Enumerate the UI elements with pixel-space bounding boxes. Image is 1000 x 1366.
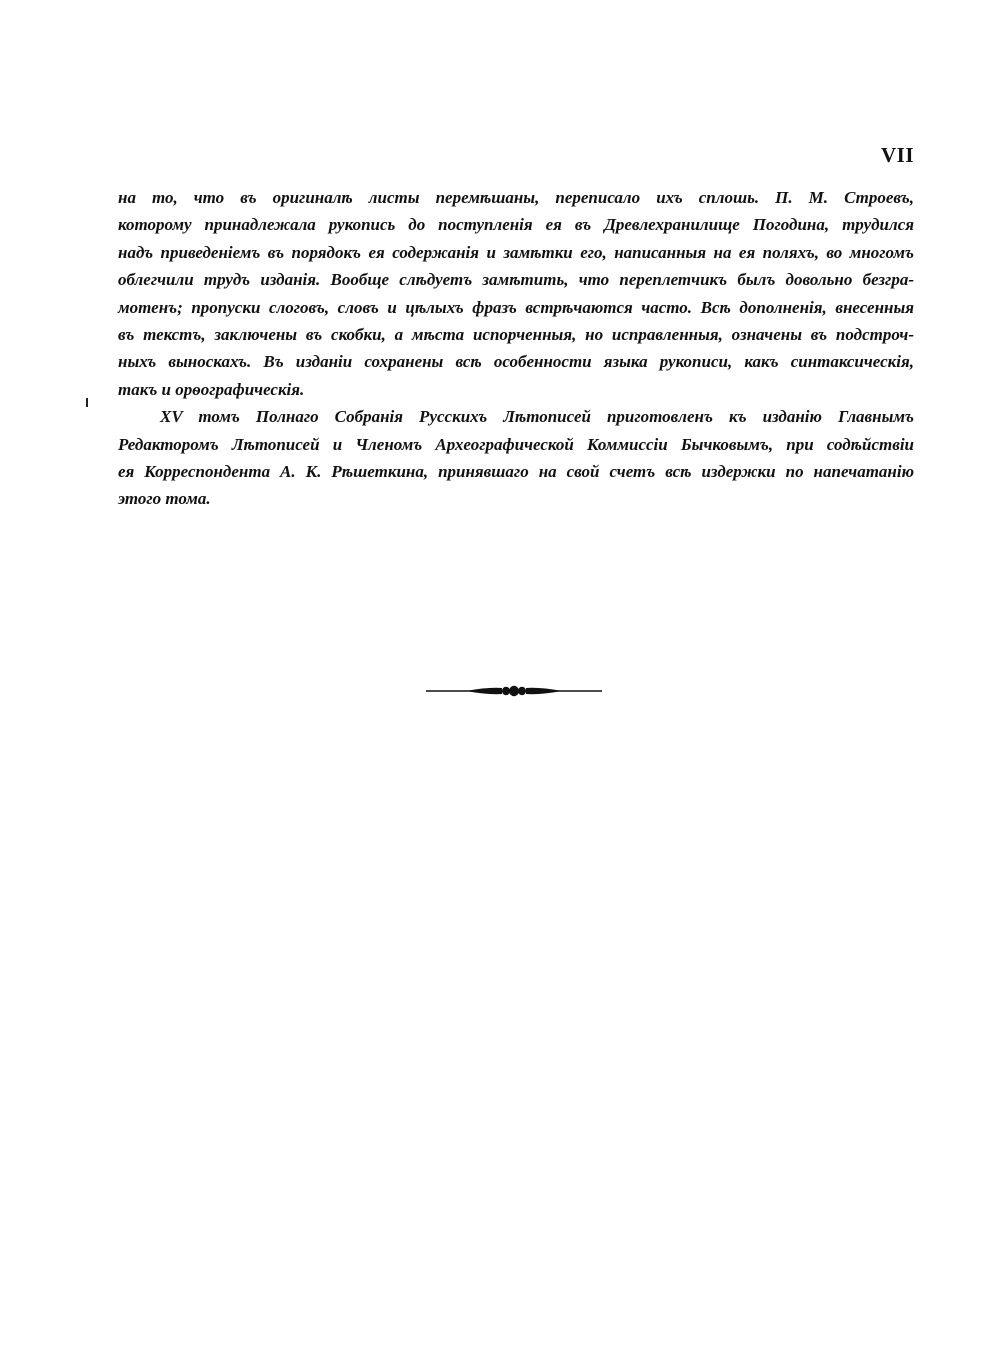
text-line: ея Корреспондента А. К. Рѣшеткина, принявшаго на свой счетъ всѣ издержки по напечатанію xyxy=(118,462,914,482)
text-line: этого тома. xyxy=(118,489,211,509)
text-line: которому принадлежала рукопись до поступленія ея въ Древлехранилище Погодина, трудился xyxy=(118,215,914,235)
text-line: XV томъ Полнаго Собранія Русскихъ Лѣтописей приготовленъ къ изданію Главнымъ xyxy=(160,407,914,427)
ornament-divider-icon xyxy=(426,680,602,702)
text-line: облегчили трудъ изданія. Вообще слѣдуетъ замѣтить, что переплетчикъ былъ довольно безгра- xyxy=(118,270,914,290)
paragraph-2 xyxy=(118,403,914,513)
text-line: надъ приведеніемъ въ порядокъ ея содержанія и замѣтки его, написанныя на ея поляхъ, во многомъ xyxy=(118,242,914,262)
text-line: въ текстъ, заключены въ скобки, а мѣста испорченныя, но исправленныя, означены въ подстроч- xyxy=(118,325,914,345)
text-line: Редакторомъ Лѣтописей и Членомъ Археографической Коммиссіи Бычковымъ, при содѣйствіи xyxy=(118,434,914,454)
text-line: мотенъ; пропуски слоговъ, словъ и цѣлыхъ фразъ встрѣчаются часто. Всѣ дополненія, внесенныя xyxy=(118,297,914,317)
margin-mark xyxy=(86,398,88,407)
paragraph-1 xyxy=(118,184,914,403)
body-text xyxy=(118,184,914,513)
text-line: на то, что въ оригиналѣ листы перемѣшаны, переписало ихъ сплошь. П. М. Строевъ, xyxy=(118,188,914,207)
page-number: VII xyxy=(880,143,914,167)
text-line: ныхъ выноскахъ. Въ изданіи сохранены всѣ особенности языка рукописи, какъ синтаксическія, xyxy=(118,352,914,372)
text-line: такъ и орѳографическія. xyxy=(118,379,305,399)
